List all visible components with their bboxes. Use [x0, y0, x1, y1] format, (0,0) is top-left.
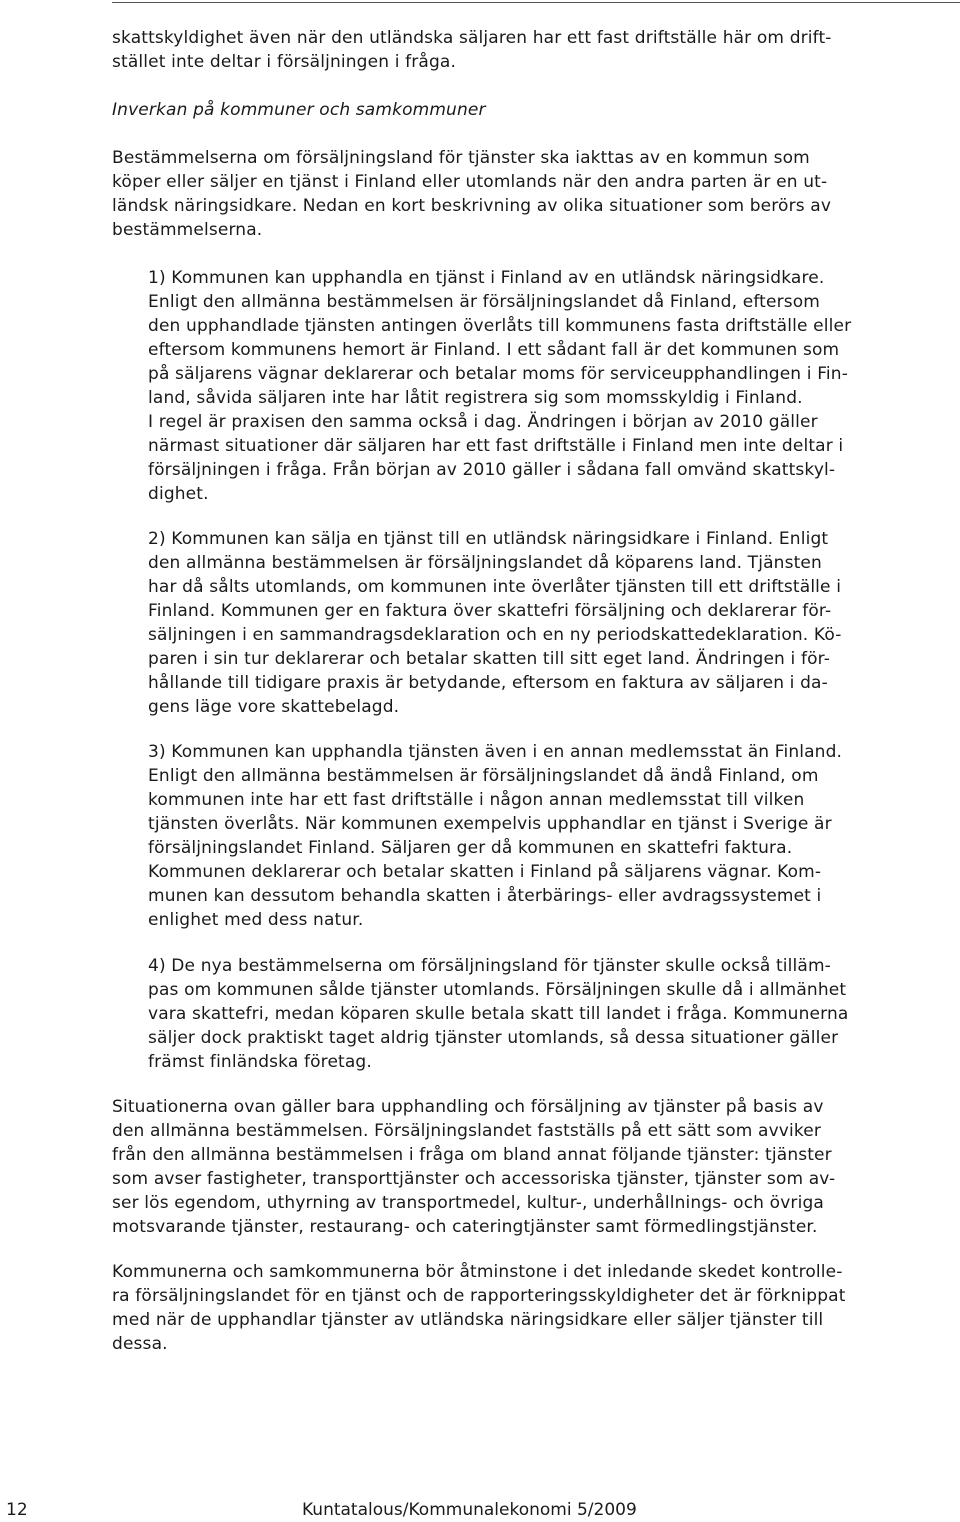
list-item-line: närmast situationer där säljaren har ett fast driftställe i Finland men inte deltar i	[148, 436, 844, 456]
list-item-line: den upphandlade tjänsten antingen överlåts till kommunens fasta driftställe eller	[148, 316, 852, 336]
list-item-line: försäljningslandet Finland. Säljaren ger då kommunen en skattefri faktura.	[148, 838, 793, 858]
list-item-line: dighet.	[148, 484, 209, 504]
list-item-line: Enligt den allmänna bestämmelsen är försäljningslandet då Finland, eftersom	[148, 292, 820, 312]
list-item-line: främst finländska företag.	[148, 1052, 372, 1072]
paragraph-line: med när de upphandlar tjänster av utländska näringsidkare eller säljer tjänster till	[112, 1310, 824, 1330]
paragraph-line: motsvarande tjänster, restaurang- och cateringtjänster samt förmedlingstjänster.	[112, 1217, 818, 1237]
list-item-line: Kommunen deklarerar och betalar skatten i Finland på säljarens vägnar. Kom-	[148, 862, 822, 882]
list-item-line: på säljarens vägnar deklarerar och betalar moms för serviceupphandlingen i Fin-	[148, 364, 848, 384]
intro-line: stället inte deltar i försäljningen i fråga.	[112, 52, 457, 72]
page-number: 12	[6, 1500, 28, 1520]
list-item-line: försäljningen i fråga. Från början av 2010 gäller i sådana fall omvänd skattskyl-	[148, 460, 836, 480]
top-rule	[112, 2, 960, 3]
list-item-line: vara skattefri, medan köparen skulle betala skatt till landet i fråga. Kommunerna	[148, 1004, 849, 1024]
list-item-line: land, såvida säljaren inte har låtit registrera sig som momsskyldig i Finland.	[148, 388, 803, 408]
list-item-line: paren i sin tur deklarerar och betalar skatten till sitt eget land. Ändringen i för-	[148, 649, 830, 669]
list-item-line: säljer dock praktiskt taget aldrig tjänster utomlands, så dessa situationer gäller	[148, 1028, 839, 1048]
paragraph-line: köper eller säljer en tjänst i Finland eller utomlands när den andra parten är en ut-	[112, 172, 828, 192]
section-heading: Inverkan på kommuner och samkommuner	[112, 100, 486, 120]
list-item-line: Finland. Kommunen ger en faktura över skattefri försäljning och deklarerar för-	[148, 601, 832, 621]
list-item-line: pas om kommunen sålde tjänster utomlands. Försäljningen skulle då i allmänhet	[148, 980, 847, 1000]
list-item-line: hållande till tidigare praxis är betydande, eftersom en faktura av säljaren i da-	[148, 673, 828, 693]
paragraph-line: Bestämmelserna om försäljningsland för tjänster ska iakttas av en kommun som	[112, 148, 810, 168]
paragraph-line: Situationerna ovan gäller bara upphandling och försäljning av tjänster på basis av	[112, 1097, 824, 1117]
list-item-line: 2) Kommunen kan sälja en tjänst till en utländsk näringsidkare i Finland. Enligt	[148, 529, 829, 549]
paragraph-line: som avser fastigheter, transporttjänster och accessoriska tjänster, tjänster som av-	[112, 1169, 836, 1189]
list-item-line: enlighet med dess natur.	[148, 910, 364, 930]
list-item-line: 3) Kommunen kan upphandla tjänsten även i en annan medlemsstat än Finland.	[148, 742, 843, 762]
list-item-line: gens läge vore skattebelagd.	[148, 697, 400, 717]
paragraph-line: ser lös egendom, uthyrning av transportmedel, kultur-, underhållnings- och övriga	[112, 1193, 824, 1213]
paragraph-line: dessa.	[112, 1334, 168, 1354]
paragraph-line: bestämmelserna.	[112, 220, 263, 240]
paragraph-line: från den allmänna bestämmelsen i fråga om bland annat följande tjänster: tjänster	[112, 1145, 832, 1165]
intro-line: skattskyldighet även när den utländska säljaren har ett fast driftställe här om drift-	[112, 28, 832, 48]
list-item-line: 1) Kommunen kan upphandla en tjänst i Finland av en utländsk näringsidkare.	[148, 268, 825, 288]
paragraph-line: den allmänna bestämmelsen. Försäljningslandet fastställs på ett sätt som avviker	[112, 1121, 822, 1141]
list-item-line: tjänsten överlåts. När kommunen exempelvis upphandlar en tjänst i Sverige är	[148, 814, 832, 834]
list-item-line: Enligt den allmänna bestämmelsen är försäljningslandet då ändå Finland, om	[148, 766, 819, 786]
list-item-line: kommunen inte har ett fast driftställe i någon annan medlemsstat till vilken	[148, 790, 805, 810]
paragraph-line: ra försäljningslandet för en tjänst och de rapporteringsskyldigheter det är förknippat	[112, 1286, 846, 1306]
list-item-line: har då sålts utomlands, om kommunen inte överlåter tjänsten till ett driftställe i	[148, 577, 842, 597]
paragraph-line: ländsk näringsidkare. Nedan en kort beskrivning av olika situationer som berörs av	[112, 196, 832, 216]
list-item-line: 4) De nya bestämmelserna om försäljningsland för tjänster skulle också tilläm-	[148, 956, 831, 976]
list-item-line: säljningen i en sammandragsdeklaration och en ny periodskattedeklaration. Kö-	[148, 625, 842, 645]
paragraph-line: Kommunerna och samkommunerna bör åtminstone i det inledande skedet kontrolle-	[112, 1262, 843, 1282]
list-item-line: eftersom kommunens hemort är Finland. I ett sådant fall är det kommunen som	[148, 340, 840, 360]
list-item-line: I regel är praxisen den samma också i dag. Ändringen i början av 2010 gäller	[148, 412, 818, 432]
list-item-line: munen kan dessutom behandla skatten i återbärings- eller avdragssystemet i	[148, 886, 822, 906]
publication-footer: Kuntatalous/Kommunalekonomi 5/2009	[302, 1500, 637, 1520]
list-item-line: den allmänna bestämmelsen är försäljningslandet då köparens land. Tjänsten	[148, 553, 822, 573]
